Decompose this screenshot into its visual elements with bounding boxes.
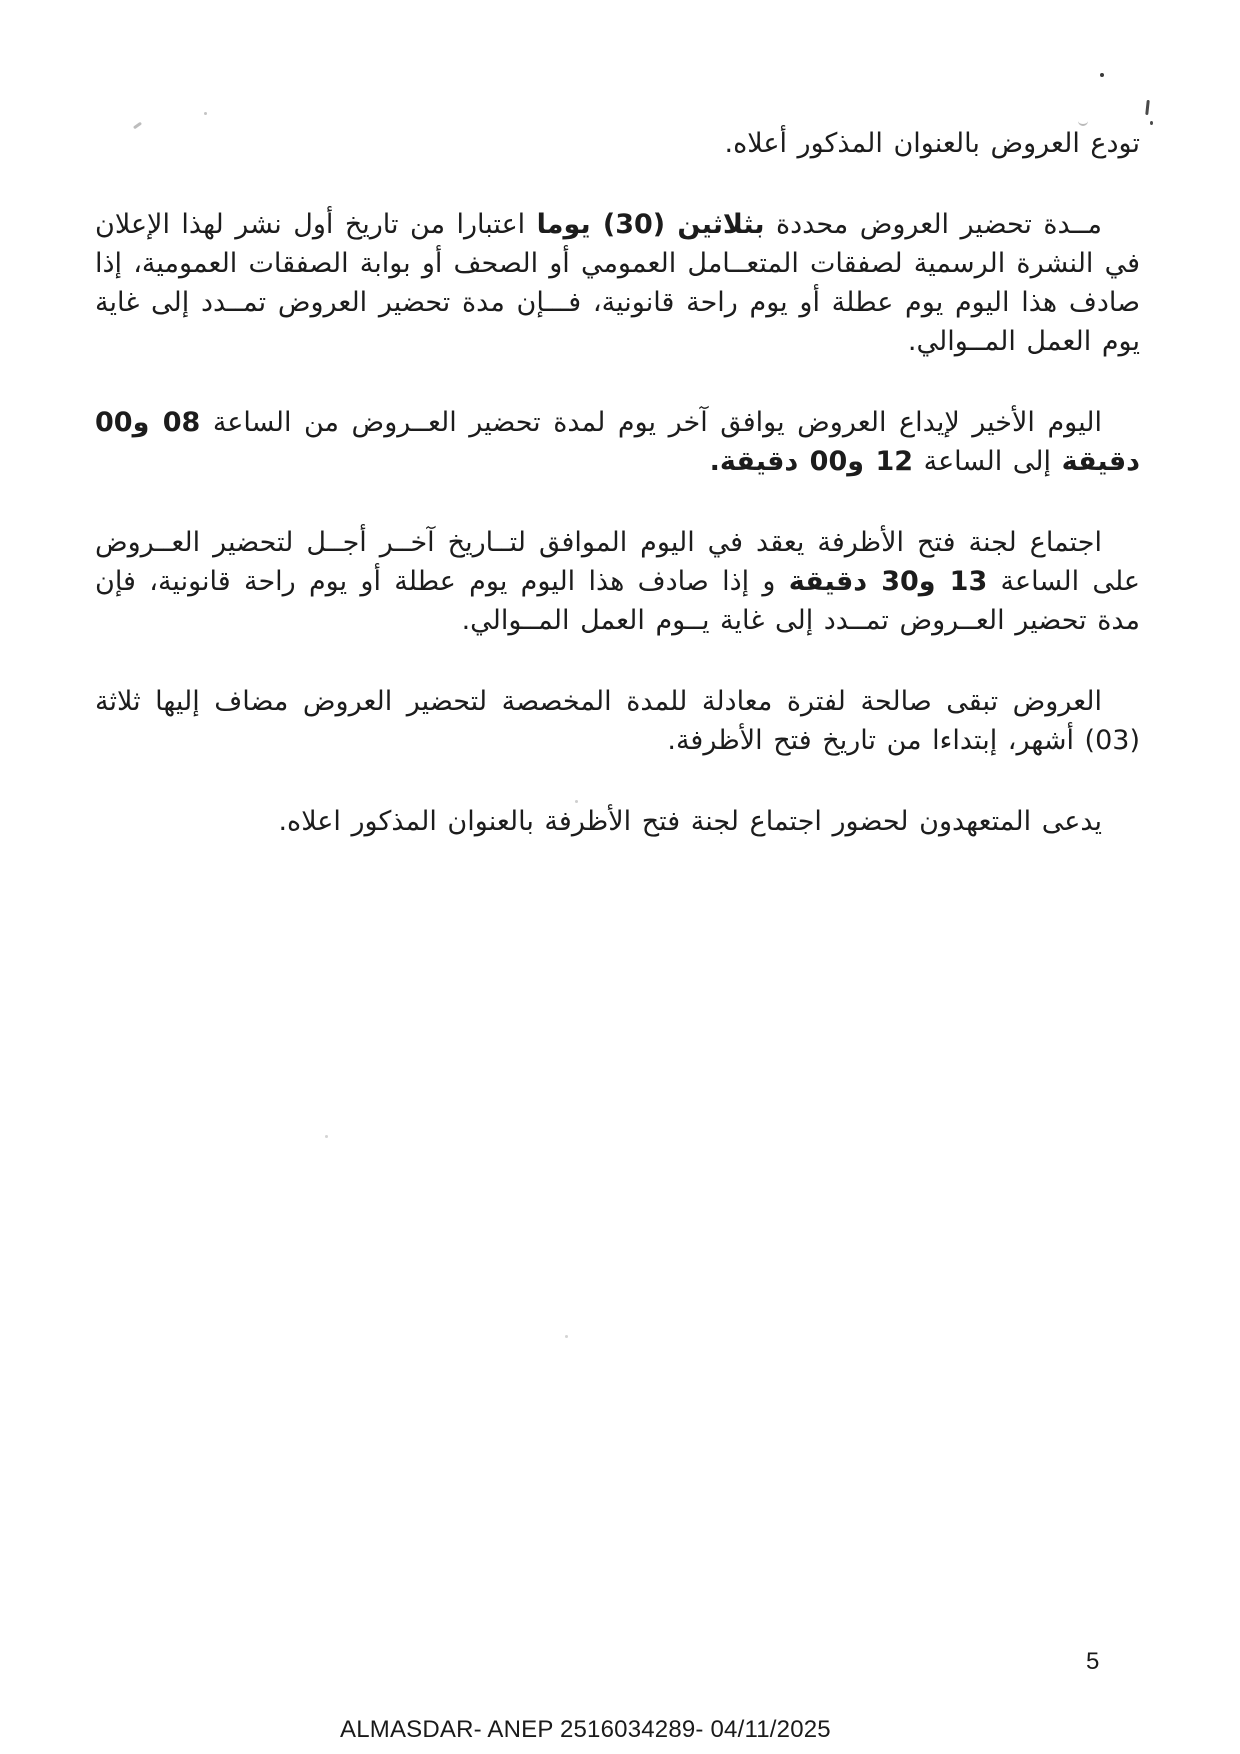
scan-artifact-curve xyxy=(1078,116,1088,126)
scan-artifact-dot xyxy=(204,112,207,115)
document-body xyxy=(95,124,1140,883)
scan-artifact-dot xyxy=(325,1135,328,1138)
scan-artifact-dot xyxy=(575,800,578,803)
scan-artifact-dot xyxy=(565,1335,568,1338)
scan-artifact-dot xyxy=(1150,121,1153,125)
paragraph-offer-validity: العروض تبقى صالحة لفترة معادلة للمدة المخصصة لتحضير العروض مضاف إليها ثلاثة (03) أشهر، إبتداءا من تاريخ فتح الأظرفة. xyxy=(95,686,1140,756)
paragraph-preparation-period: مــدة تحضير العروض محددة بثلاثين (30) يوما اعتبارا من تاريخ أول نشر لهذا الإعلان في النشرة الرسمية لصفقات المتعــامل العمومي أو الصحف أو بوابة الصفقات العمومية، إذا صادف هذا اليوم يوم عطلة أو يوم راحة قانونية، فـــإن مدة تحضير العروض تمــدد إلى غاية يوم العمل المــوالي. xyxy=(95,209,1140,357)
scan-artifact-dot xyxy=(1100,73,1104,77)
paragraph-last-day-deposit: اليوم الأخير لإيداع العروض يوافق آخر يوم لمدة تحضير العــروض من الساعة 08 و00 دقيقة إلى الساعة 12 و00 دقيقة. xyxy=(95,407,1140,477)
scan-artifact-stroke xyxy=(1145,100,1150,115)
page-number: 5 xyxy=(1086,1648,1100,1675)
paragraph-deposit-offers: تودع العروض بالعنوان المذكور أعلاه. xyxy=(724,128,1140,159)
paragraph-bidders-invitation: يدعى المتعهدون لحضور اجتماع لجنة فتح الأظرفة بالعنوان المذكور اعلاه. xyxy=(278,806,1102,837)
paragraph-envelope-opening-meeting: اجتماع لجنة فتح الأظرفة يعقد في اليوم الموافق لتــاريخ آخــر أجــل لتحضير العــروض على الساعة 13 و30 دقيقة و إذا صادف هذا اليوم يوم عطلة أو يوم راحة قانونية، فإن مدة تحضير العــروض تمــدد إلى غاية يــوم العمل المــوالي. xyxy=(95,527,1140,636)
footer-publication-reference: ALMASDAR- ANEP 2516034289- 04/11/2025 xyxy=(340,1716,831,1743)
